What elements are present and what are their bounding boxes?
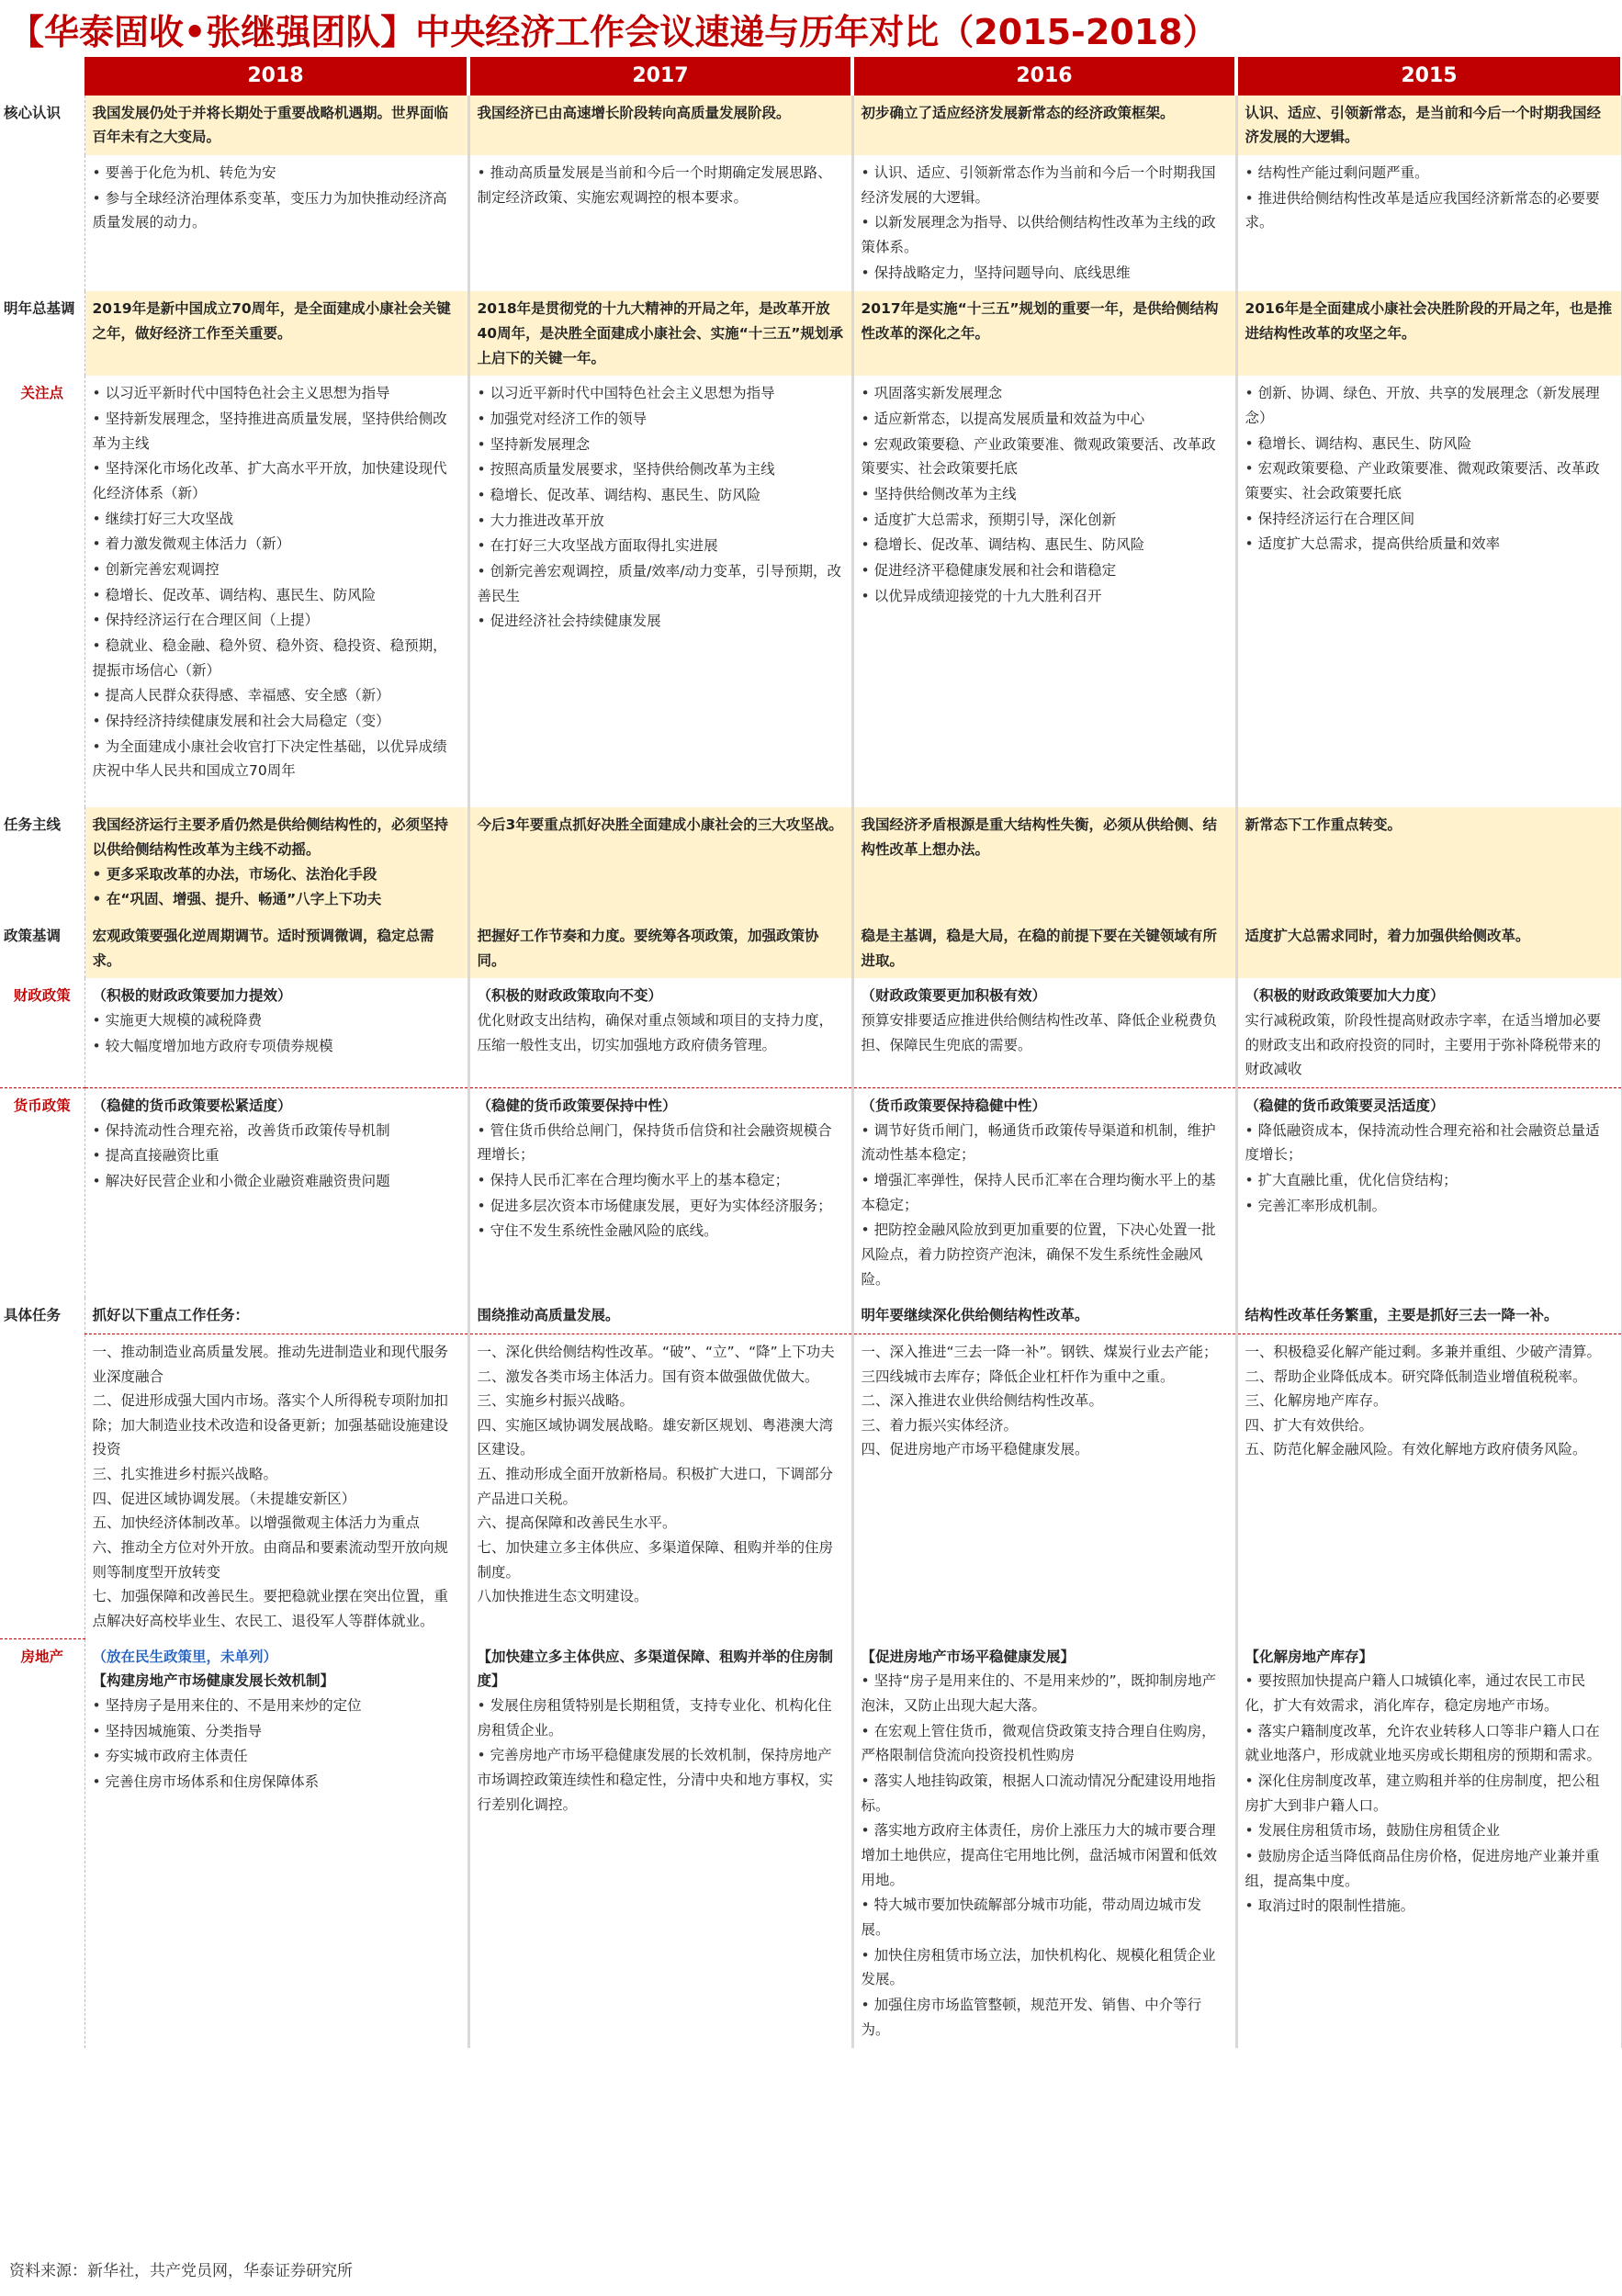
list-item: • 在“巩固、增强、提升、畅通”八字上下功夫 [93, 887, 460, 912]
task-item: 一、深化供给侧结构性改革。“破”、“立”、“降”上下功夫 [477, 1343, 835, 1360]
tasks-2017-head: 围绕推动高质量发展。 [468, 1298, 852, 1334]
task-item: 四、促进区域协调发展。（未提雄安新区） [92, 1490, 356, 1507]
row-tasks-body [0, 1334, 1622, 1638]
list-item: • 深化住房制度改革，建立购租并举的住房制度，把公租房扩大到非户籍人口。 [1245, 1769, 1614, 1818]
task-item: 六、提高保障和改善民生水平。 [477, 1514, 677, 1532]
list-item: • 夯实城市政府主体责任 [93, 1744, 460, 1769]
list-item: • 宏观政策要稳、产业政策要准、微观政策要活、改革政策要实、社会政策要托底 [862, 433, 1228, 481]
task-item: 五、防范化解金融风险。有效化解地方政府债务风险。 [1245, 1441, 1587, 1458]
summary-2017: 2018年是贯彻党的十九大精神的开局之年，是改革开放40周年，是决胜全面建成小康社会、实施“十三五”规划承上启下的关键一年。 [468, 291, 852, 376]
housing-2017-list [478, 1694, 844, 1817]
task-item: 四、促进房地产市场平稳健康发展。 [861, 1441, 1089, 1458]
list-item: • 保持经济运行在合理区间 [1245, 507, 1614, 532]
monetary-2018-head: （稳健的货币政策要松紧适度） [92, 1097, 292, 1114]
fiscal-2017-text: 优化财政支出结构，确保对重点领域和项目的支持力度，压缩一般性支出，切实加强地方政府债务管理。 [477, 1011, 834, 1053]
list-item: • 推动高质量发展是当前和今后一个时期确定发展思路、制定经济政策、实施宏观调控的根本要求。 [478, 161, 844, 209]
list-item: • 参与全球经济治理体系变革，变压力为加快推动经济高质量发展的动力。 [93, 186, 460, 235]
list-item: • 扩大直融比重，优化信贷结构； [1245, 1168, 1614, 1193]
task-item: 二、帮助企业降低成本。研究降低制造业增值税税率。 [1245, 1367, 1587, 1385]
list-item: • 继续打好三大攻坚战 [93, 507, 460, 532]
list-item: • 保持经济运行在合理区间（上提） [93, 608, 460, 633]
row-core-head [0, 96, 1622, 155]
housing-2015-list [1245, 1669, 1614, 1919]
label-core: 核心认识 [4, 104, 62, 121]
core-2016-head: 初步确立了适应经济发展新常态的经济政策框架。 [852, 96, 1236, 155]
list-item: • 以习近平新时代中国特色社会主义思想为指导 [478, 381, 844, 406]
list-item: • 取消过时的限制性措施。 [1245, 1894, 1614, 1919]
list-item: • 稳增长、促改革、调结构、惠民生、防风险 [93, 583, 460, 608]
list-item: • 守住不发生系统性金融风险的底线。 [478, 1219, 844, 1244]
label-year-summary: 明年总基调 [4, 300, 75, 318]
year-header-2017: 2017 [468, 57, 852, 96]
list-item: • 加快住房租赁市场立法，加快机构化、规模化租赁企业发展。 [862, 1943, 1228, 1992]
list-item: • 落实户籍制度改革，允许农业转移人口等非户籍人口在就业地落户，形成就业地买房或长期租房的预期和需求。 [1245, 1719, 1614, 1768]
list-item: • 坚持深化市场化改革、扩大高水平开放，加快建设现代化经济体系（新） [93, 456, 460, 505]
list-item: • 坚持供给侧改革为主线 [862, 482, 1228, 507]
housing-2018-list [93, 1694, 460, 1795]
list-item: • 以优异成绩迎接党的十九大胜利召开 [862, 584, 1228, 609]
row-tasks-head [0, 1298, 1622, 1334]
task-line-2016: 我国经济矛盾根源是重大结构性失衡，必须从供给侧、结构性改革上想办法。 [852, 807, 1236, 918]
task-item: 五、加快经济体制改革。以增强微观主体活力为重点 [92, 1514, 421, 1532]
list-item: • 大力推进改革开放 [478, 509, 844, 534]
list-item: • 调节好货币闸门，畅通货币政策传导渠道和机制，维护流动性基本稳定； [862, 1119, 1228, 1167]
row-year-summary [0, 291, 1622, 376]
task-line-2015: 新常态下工作重点转变。 [1236, 807, 1622, 918]
monetary-2016-list [862, 1119, 1228, 1292]
tasks-2015-list [1245, 1340, 1614, 1462]
task-item: 二、促进形成强大国内市场。落实个人所得税专项附加扣除；加大制造业技术改造和设备更新；加强基础设施建设投资 [92, 1392, 449, 1458]
list-item: • 适应新常态，以提高发展质量和效益为中心 [862, 407, 1228, 432]
list-item: • 加强住房市场监管整顿，规范开发、销售、中介等行为。 [862, 1993, 1228, 2042]
housing-2016-list [862, 1669, 1228, 2042]
list-item: • 适度扩大总需求，预期引导，深化创新 [862, 508, 1228, 533]
list-item: • 保持战略定力，坚持问题导向、底线思维 [862, 261, 1228, 286]
row-focus [0, 376, 1622, 807]
task-item: 三、实施乡村振兴战略。 [477, 1392, 635, 1410]
task-item: 三、着力振兴实体经济。 [861, 1416, 1019, 1434]
task-line-2017: 今后3年要重点抓好决胜全面建成小康社会的三大攻坚战。 [468, 807, 852, 918]
list-item: • 稳增长、促改革、调结构、惠民生、防风险 [478, 483, 844, 508]
row-task-line [0, 807, 1622, 918]
list-item: • 发展住房租赁市场，鼓励住房租赁企业 [1245, 1818, 1614, 1843]
monetary-2015-list [1245, 1119, 1614, 1219]
focus-2017-list [478, 381, 844, 634]
label-fiscal: 财政政策 [0, 978, 84, 1087]
list-item: • 提高人民群众获得感、幸福感、安全感（新） [93, 683, 460, 708]
task-item: 四、扩大有效供给。 [1245, 1416, 1374, 1434]
list-item: • 认识、适应、引领新常态作为当前和今后一个时期我国经济发展的大逻辑。 [862, 161, 1228, 209]
list-item: • 特大城市要加快疏解部分城市功能，带动周边城市发展。 [862, 1893, 1228, 1941]
list-item: • 管住货币供给总闸门，保持货币信贷和社会融资规模合理增长； [478, 1119, 844, 1167]
list-item: • 更多采取改革的办法，市场化、法治化手段 [93, 862, 460, 887]
core-2015-list [1245, 161, 1614, 235]
task-item: 六、推动全方位对外开放。由商品和要素流动型开放向规则等制度型开放转变 [92, 1539, 449, 1581]
list-item: • 创新完善宏观调控 [93, 557, 460, 582]
task-item: 一、推动制造业高质量发展。推动先进制造业和现代服务业深度融合 [92, 1343, 449, 1385]
list-item: • 完善住房市场体系和住房保障体系 [93, 1770, 460, 1795]
focus-2015-list [1245, 381, 1614, 557]
task-item: 三、扎实推进乡村振兴战略。 [92, 1466, 278, 1483]
list-item: • 适度扩大总需求，提高供给质量和效率 [1245, 532, 1614, 557]
task-item: 三、化解房地产库存。 [1245, 1392, 1388, 1410]
list-item: • 以习近平新时代中国特色社会主义思想为指导 [93, 381, 460, 406]
core-2016-list [862, 161, 1228, 285]
list-item: • 稳就业、稳金融、稳外贸、稳外资、稳投资、稳预期，提振市场信心（新） [93, 634, 460, 682]
label-tasks: 具体任务 [0, 1298, 84, 1639]
monetary-2016-head: （货币政策要保持稳健中性） [861, 1097, 1047, 1114]
label-task-line: 任务主线 [4, 816, 62, 834]
housing-2017-head: 【加快建立多主体供应、多渠道保障、租购并举的住房制度】 [477, 1648, 834, 1690]
list-item: • 提高直接融资比重 [93, 1143, 460, 1168]
list-item: • 鼓励房企适当降低商品住房价格，促进房地产业兼并重组，提高集中度。 [1245, 1844, 1614, 1893]
task-item: 二、深入推进农业供给侧结构性改革。 [861, 1392, 1104, 1410]
task-item: 五、推动形成全面开放新格局。积极扩大进口，下调部分产品进口关税。 [477, 1466, 834, 1507]
list-item: • 坚持房子是用来住的、不是用来炒的定位 [93, 1694, 460, 1718]
fiscal-2016-head: （财政政策要更加积极有效） [861, 987, 1047, 1005]
list-item: • 在打好三大攻坚战方面取得扎实进展 [478, 534, 844, 558]
task-item: 七、加强保障和改善民生。要把稳就业摆在突出位置，重点解决好高校毕业生、农民工、退役军人等群体就业。 [92, 1588, 449, 1630]
label-policy-tone: 政策基调 [4, 928, 62, 945]
list-item: • 发展住房租赁特别是长期租赁，支持专业化、机构化住房租赁企业。 [478, 1694, 844, 1742]
monetary-2018-list [93, 1119, 460, 1194]
label-focus: 关注点 [20, 385, 63, 402]
tasks-2016-head: 明年要继续深化供给侧结构性改革。 [852, 1298, 1236, 1334]
task-item: 二、激发各类市场主体活力。国有资本做强做优做大。 [477, 1367, 819, 1385]
focus-2018-list [93, 381, 460, 783]
core-2017-list [478, 161, 844, 209]
task-item: 一、积极稳妥化解产能过剩。多兼并重组、少破产清算。 [1245, 1343, 1602, 1360]
list-item: • 促进多层次资本市场健康发展，更好为实体经济服务； [478, 1194, 844, 1219]
tasks-2016-list [862, 1340, 1228, 1462]
fiscal-2015-head: （积极的财政政策要加大力度） [1245, 987, 1445, 1005]
list-item: • 促进经济社会持续健康发展 [478, 609, 844, 634]
fiscal-2017-head: （积极的财政政策取向不变） [477, 987, 663, 1005]
list-item: • 坚持新发展理念，坚持推进高质量发展，坚持供给侧改革为主线 [93, 407, 460, 456]
list-item: • 推进供给侧结构性改革是适应我国经济新常态的必要要求。 [1245, 186, 1614, 235]
task-line-2018-head: 我国经济运行主要矛盾仍然是供给侧结构性的，必须坚持以供给侧结构性改革为主线不动摇。 [92, 816, 449, 859]
task-item: 一、深入推进“三去一降一补”。钢铁、煤炭行业去产能；三四线城市去库存；降低企业杠杆作为重中之重。 [861, 1343, 1218, 1385]
core-2015-head: 认识、适应、引领新常态，是当前和今后一个时期我国经济发展的大逻辑。 [1236, 96, 1622, 155]
list-item: • 较大幅度增加地方政府专项债券规模 [93, 1034, 460, 1059]
tasks-2017-list [478, 1340, 844, 1609]
year-header-row [0, 57, 1622, 96]
list-item: • 要善于化危为机、转危为安 [93, 161, 460, 186]
fiscal-2018-list [93, 1008, 460, 1058]
list-item: • 在宏观上管住货币，微观信贷政策支持合理自住购房，严格限制信贷流向投资投机性购房 [862, 1719, 1228, 1768]
list-item: • 按照高质量发展要求，坚持供给侧改革为主线 [478, 457, 844, 482]
year-header-2015: 2015 [1236, 57, 1622, 96]
label-housing: 房地产 [20, 1649, 63, 1666]
policy-tone-2018: 宏观政策要强化逆周期调节。适时预调微调，稳定总需求。 [84, 918, 468, 978]
task-item: 四、实施区域协调发展战略。雄安新区规划、粤港澳大湾区建设。 [477, 1416, 834, 1458]
row-core-body [0, 155, 1622, 291]
list-item: • 加强党对经济工作的领导 [478, 407, 844, 432]
year-header-2016: 2016 [852, 57, 1236, 96]
monetary-2015-head: （稳健的货币政策要灵活适度） [1245, 1097, 1445, 1114]
list-item: • 完善房地产市场平稳健康发展的长效机制，保持房地产市场调控政策连续性和稳定性，分清中央和地方事权，实行差别化调控。 [478, 1743, 844, 1817]
row-housing [0, 1639, 1622, 2049]
list-item: • 把防控金融风险放到更加重要的位置，下决心处置一批风险点，着力防控资产泡沫，确保不发生系统性金融风险。 [862, 1218, 1228, 1291]
focus-2016-list [862, 381, 1228, 608]
list-item: • 宏观政策要稳、产业政策要准、微观政策要活、改革政策要实、社会政策要托底 [1245, 456, 1614, 505]
list-item: • 为全面建成小康社会收官打下决定性基础，以优异成绩庆祝中华人民共和国成立70周年 [93, 735, 460, 783]
list-item: • 坚持“房子是用来住的、不是用来炒的”，既抑制房地产泡沫，又防止出现大起大落。 [862, 1669, 1228, 1717]
list-item: • 着力激发微观主体活力（新） [93, 532, 460, 557]
row-policy-tone [0, 918, 1622, 978]
tasks-2018-head: 抓好以下重点工作任务： [84, 1298, 468, 1334]
list-item: • 巩固落实新发展理念 [862, 381, 1228, 406]
list-item: • 保持经济持续健康发展和社会大局稳定（变） [93, 709, 460, 734]
fiscal-2015-text: 实行减税政策，阶段性提高财政赤字率，在适当增加必要的财政支出和政府投资的同时，主要用于弥补降税带来的财政减收 [1245, 1011, 1602, 1078]
monetary-2017-head: （稳健的货币政策要保持中性） [477, 1097, 677, 1114]
list-item: • 创新完善宏观调控，质量/效率/动力变革，引导预期，改善民生 [478, 559, 844, 608]
list-item: • 坚持新发展理念 [478, 433, 844, 457]
list-item: • 稳增长、促改革、调结构、惠民生、防风险 [862, 533, 1228, 557]
list-item: • 要按照加快提高户籍人口城镇化率，通过农民工市民化，扩大有效需求，消化库存，稳定房地产市场。 [1245, 1669, 1614, 1717]
task-item: 七、加快建立多主体供应、多渠道保障、租购并举的住房制度。 [477, 1539, 834, 1581]
list-item: • 以新发展理念为指导、以供给侧结构性改革为主线的政策体系。 [862, 210, 1228, 259]
task-item: 八加快推进生态文明建设。 [477, 1588, 648, 1605]
task-line-2018-list [93, 862, 460, 912]
list-item: • 保持流动性合理充裕，改善货币政策传导机制 [93, 1119, 460, 1143]
core-2018-list [93, 161, 460, 235]
core-2018-head: 我国发展仍处于并将长期处于重要战略机遇期。世界面临百年未有之大变局。 [84, 96, 468, 155]
policy-tone-2016: 稳是主基调，稳是大局，在稳的前提下要在关键领域有所进取。 [852, 918, 1236, 978]
core-2017-head: 我国经济已由高速增长阶段转向高质量发展阶段。 [468, 96, 852, 155]
policy-tone-2017: 把握好工作节奏和力度。要统筹各项政策，加强政策协同。 [468, 918, 852, 978]
list-item: • 保持人民币汇率在合理均衡水平上的基本稳定； [478, 1168, 844, 1193]
fiscal-2018-head: （积极的财政政策要加力提效） [92, 987, 292, 1005]
source-footer: 资料来源：新华社，共产党员网，华泰证券研究所 [9, 2262, 353, 2280]
housing-2015-head: 【化解房地产库存】 [1245, 1648, 1374, 1665]
summary-2015: 2016年是全面建成小康社会决胜阶段的开局之年，也是推进结构性改革的攻坚之年。 [1236, 291, 1622, 376]
tasks-2018-list [93, 1340, 460, 1634]
list-item: • 促进经济平稳健康发展和社会和谐稳定 [862, 558, 1228, 583]
row-monetary [0, 1087, 1622, 1298]
list-item: • 结构性产能过剩问题严重。 [1245, 161, 1614, 186]
list-item: • 实施更大规模的减税降费 [93, 1008, 460, 1033]
row-fiscal [0, 978, 1622, 1087]
monetary-2017-list [478, 1119, 844, 1244]
page-title: 【华泰固收•张继强团队】中央经济工作会议速递与历年对比（2015-2018） [9, 12, 1218, 52]
list-item: • 落实人地挂钩政策，根据人口流动情况分配建设用地指标。 [862, 1769, 1228, 1818]
summary-2018: 2019年是新中国成立70周年，是全面建成小康社会关键之年，做好经济工作至关重要。 [84, 291, 468, 376]
summary-2016: 2017年是实施“十三五”规划的重要一年，是供给侧结构性改革的深化之年。 [852, 291, 1236, 376]
list-item: • 落实地方政府主体责任，房价上涨压力大的城市要合理增加土地供应，提高住宅用地比例，盘活城市闲置和低效用地。 [862, 1818, 1228, 1892]
tasks-2015-head: 结构性改革任务繁重，主要是抓好三去一降一补。 [1236, 1298, 1622, 1334]
list-item: • 增强汇率弹性，保持人民币汇率在合理均衡水平上的基本稳定； [862, 1168, 1228, 1217]
list-item: • 创新、协调、绿色、开放、共享的发展理念（新发展理念） [1245, 381, 1614, 430]
list-item: • 解决好民营企业和小微企业融资难融资贵问题 [93, 1169, 460, 1194]
housing-2018-note: （放在民生政策里，未单列） [92, 1648, 278, 1665]
housing-2016-head: 【促进房地产市场平稳健康发展】 [861, 1648, 1076, 1665]
label-monetary: 货币政策 [13, 1097, 71, 1114]
fiscal-2016-text: 预算安排要适应推进供给侧结构性改革、降低企业税费负担、保障民生兜底的需要。 [861, 1011, 1218, 1053]
list-item: • 完善汇率形成机制。 [1245, 1194, 1614, 1219]
list-item: • 稳增长、调结构、惠民生、防风险 [1245, 432, 1614, 456]
policy-tone-2015: 适度扩大总需求同时，着力加强供给侧改革。 [1236, 918, 1622, 978]
list-item: • 降低融资成本，保持流动性合理充裕和社会融资总量适度增长； [1245, 1119, 1614, 1167]
year-header-2018: 2018 [84, 57, 468, 96]
comparison-table [0, 57, 1622, 2048]
list-item: • 坚持因城施策、分类指导 [93, 1719, 460, 1744]
corner-cell [0, 57, 84, 96]
housing-2018-head: 【构建房地产市场健康发展长效机制】 [92, 1672, 335, 1690]
